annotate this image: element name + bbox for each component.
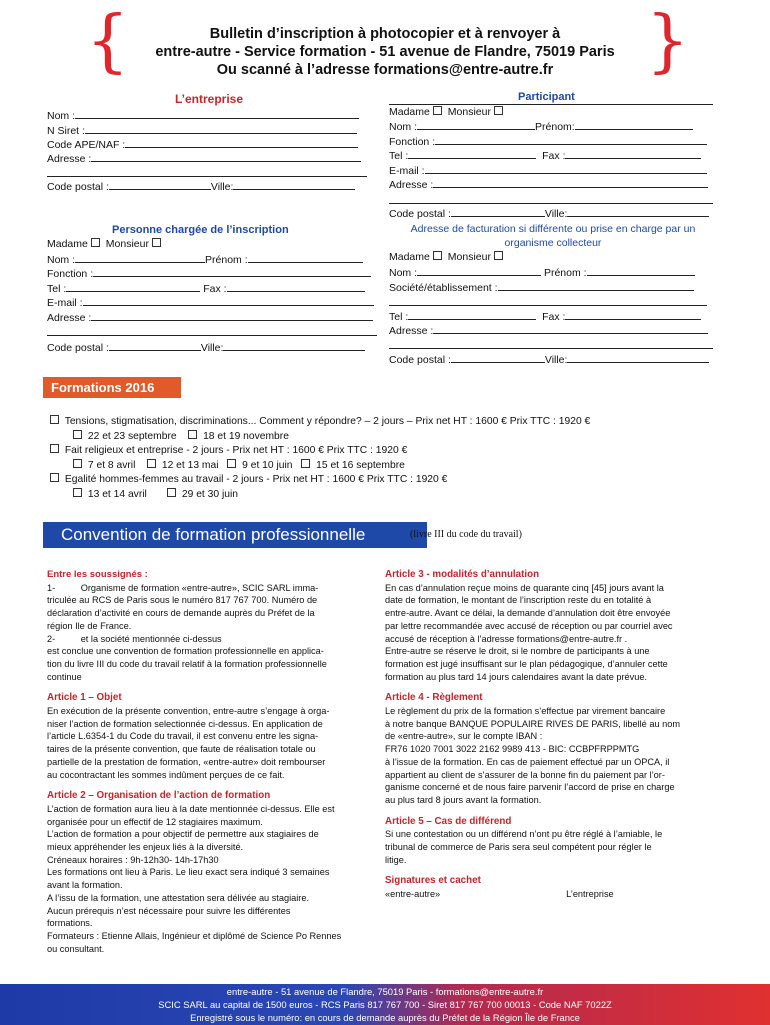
article-2-line5: Créneaux horaires : 9h-12h30- 14h-17h30 bbox=[47, 854, 219, 865]
contract-right-column bbox=[385, 569, 720, 901]
article-4-line1: Le règlement du prix de la formation s’effectue par virement bancaire bbox=[385, 706, 666, 717]
personne-title: Personne chargée de l’inscription bbox=[112, 224, 289, 236]
article-2-line10: formations. bbox=[47, 918, 93, 929]
article-4-title: Article 4 - Règlement bbox=[385, 692, 483, 704]
article-2-line6: Les formations ont lieu à Paris. Le lieu exact sera indiqué 3 semaines bbox=[47, 867, 330, 878]
personne-email-field[interactable] bbox=[83, 296, 374, 306]
participant-fonction-label: Fonction : bbox=[389, 136, 436, 148]
footer bbox=[0, 984, 770, 1025]
personne-tel-label: Tel : bbox=[47, 283, 67, 295]
personne-nom-label: Nom : bbox=[47, 254, 76, 266]
facturation-tel-field[interactable] bbox=[408, 310, 536, 320]
article-1-line4: taires de la présente convention, que faute de réalisation totale ou bbox=[47, 744, 316, 755]
participant-cp-label: Code postal : bbox=[389, 208, 451, 220]
entreprise-adresse-label: Adresse : bbox=[47, 153, 92, 165]
personne-cp-field[interactable] bbox=[109, 341, 201, 351]
article-1-line3: l’article L.6354-1 du Code du travail, il est convenu entre les signa- bbox=[47, 731, 319, 742]
soussignes-line7: tion du livre III du code du travail relatif à la formation professionnelle bbox=[47, 658, 327, 669]
entreprise-ville-field[interactable] bbox=[233, 180, 355, 190]
formation-1-label: Tensions, stigmatisation, discriminations... Comment y répondre? – 2 jours – Prix net HT : 1600 € Prix TTC : 1920 € bbox=[64, 416, 591, 427]
soussignes-line1: 1- Organisme de formation «entre-autre», SCIC SARL imma- bbox=[47, 582, 319, 593]
f3-date2-checkbox[interactable] bbox=[167, 488, 176, 497]
article-3-line5: accusé de réception à l’adresse formations@entre-autre.fr . bbox=[385, 633, 628, 644]
facturation-title bbox=[390, 222, 716, 250]
header-line-3: Ou scanné à l’adresse formations@entre-autre.fr bbox=[216, 62, 554, 78]
article-4-line3: de «entre-autre», sur le compte IBAN : bbox=[385, 731, 543, 742]
article-3-line8: formation au plus tard 14 jours calendaires avant la date prévue. bbox=[385, 671, 648, 682]
signature-entre-autre: «entre-autre» bbox=[385, 889, 441, 900]
article-5-title: Article 5 – Cas de différend bbox=[385, 815, 512, 827]
facturation-fax-field[interactable] bbox=[565, 310, 701, 320]
facturation-title-line2: organisme collecteur bbox=[504, 237, 602, 249]
participant-email-label: E-mail : bbox=[389, 165, 425, 177]
facturation-monsieur-checkbox[interactable] bbox=[494, 251, 503, 260]
entreprise-siret-field[interactable] bbox=[85, 124, 357, 134]
personne-email-label: E-mail : bbox=[47, 297, 83, 309]
participant-ville-field[interactable] bbox=[567, 207, 709, 217]
participant-tel-field[interactable] bbox=[408, 149, 536, 159]
article-2-line9: Aucun prérequis n’est nécessaire pour suivre les différentes bbox=[47, 905, 291, 916]
personne-fonction-field[interactable] bbox=[93, 267, 371, 277]
soussignes-line8: continue bbox=[47, 671, 82, 682]
facturation-adresse-line2[interactable] bbox=[389, 348, 713, 349]
article-5-line3: litige. bbox=[385, 854, 407, 865]
article-1-title: Article 1 – Objet bbox=[47, 692, 122, 704]
formation-2-label: Fait religieux et entreprise - 2 jours - Prix net HT : 1600 € Prix TTC : 1920 € bbox=[64, 445, 408, 456]
entreprise-siret-label: N Siret : bbox=[47, 125, 85, 137]
entreprise-cp-label: Code postal : bbox=[47, 181, 109, 193]
formation-3-label: Egalité hommes-femmes au travail - 2 jours - Prix net HT : 1600 € Prix TTC : 1920 € bbox=[64, 474, 448, 485]
formation-3-checkbox[interactable] bbox=[50, 473, 59, 482]
contract-left-column bbox=[47, 569, 372, 955]
personne-fonction-label: Fonction : bbox=[47, 268, 94, 280]
article-4-line6: appartient au client de s’assurer de la bonne fin du paiement par l’or- bbox=[385, 769, 665, 780]
participant-cp-field[interactable] bbox=[451, 207, 545, 217]
article-3-title: Article 3 - modalités d’annulation bbox=[385, 569, 540, 580]
f1-date2-checkbox[interactable] bbox=[188, 430, 197, 439]
facturation-cp-label: Code postal : bbox=[389, 354, 451, 366]
facturation-title-line1: Adresse de facturation si différente ou prise en charge par un bbox=[410, 223, 696, 235]
entreprise-codeape-label: Code APE/NAF : bbox=[47, 139, 126, 151]
article-2-title: Article 2 – Organisation de l’action de formation bbox=[47, 790, 271, 802]
soussignes-line4: région Ile de France. bbox=[47, 620, 132, 631]
facturation-madame-label: Madame bbox=[389, 251, 430, 263]
personne-madame-checkbox[interactable] bbox=[91, 238, 100, 247]
participant-title: Participant bbox=[518, 91, 575, 103]
facturation-nom-field[interactable] bbox=[417, 266, 541, 276]
article-2-line8: A l’issu de la formation, une attestation sera délivée au stagiaire. bbox=[47, 892, 309, 903]
soussignes-line6: est conclue une convention de formation professionnelle en applica- bbox=[47, 646, 324, 657]
personne-monsieur-checkbox[interactable] bbox=[152, 238, 161, 247]
article-2-line12: ou consultant. bbox=[47, 943, 105, 954]
participant-prenom-label: Prénom: bbox=[535, 121, 575, 133]
facturation-adresse-field[interactable] bbox=[433, 324, 708, 334]
facturation-fax-label: Fax : bbox=[542, 311, 566, 323]
facturation-tel-label: Tel : bbox=[389, 311, 409, 323]
facturation-prenom-field[interactable] bbox=[587, 266, 695, 276]
personne-madame-label: Madame bbox=[47, 238, 88, 250]
personne-ville-field[interactable] bbox=[223, 341, 365, 351]
article-4-line8: au plus tard 8 jours avant la formation. bbox=[385, 794, 542, 805]
facturation-monsieur-label: Monsieur bbox=[447, 251, 491, 263]
participant-fax-field[interactable] bbox=[565, 149, 701, 159]
article-5-line2: tribunal de commerce de Paris sera seul compétent pour régler le bbox=[385, 842, 652, 853]
soussignes-title: Entre les soussignés : bbox=[47, 569, 148, 580]
soussignes-line2: triculée au RCS de Paris sous le numéro 817 767 700. Numéro de bbox=[47, 595, 318, 606]
right-brace: } bbox=[646, 2, 690, 81]
article-3-line6: Entre-autre se réserve le droit, si le nombre de participants à une bbox=[385, 646, 650, 657]
formation-1-checkbox[interactable] bbox=[50, 415, 59, 424]
personne-adresse-field[interactable] bbox=[91, 311, 373, 321]
convention-subtitle: (livre III du code du travail) bbox=[410, 529, 522, 540]
personne-adresse-label: Adresse : bbox=[47, 312, 92, 324]
participant-nom-label: Nom : bbox=[389, 121, 418, 133]
f2-date2-label: 12 et 13 mai bbox=[161, 460, 219, 471]
personne-prenom-label: Prénom : bbox=[205, 254, 248, 266]
entreprise-nom-field[interactable] bbox=[75, 109, 359, 119]
f3-date2-label: 29 et 30 juin bbox=[181, 489, 238, 500]
article-5-line1: Si une contestation ou un différend n’ont pu être réglé à l’amiable, le bbox=[385, 829, 663, 840]
f2-date3-label: 9 et 10 juin bbox=[242, 460, 293, 471]
participant-fax-label: Fax : bbox=[542, 150, 566, 162]
footer-line2: SCIC SARL au capital de 1500 euros - RCS Paris 817 767 700 - Siret 817 767 700 00013 - Code NAF 7022Z bbox=[158, 999, 612, 1010]
facturation-ville-field[interactable] bbox=[567, 353, 709, 363]
f1-date1-label: 22 et 23 septembre bbox=[87, 431, 177, 442]
entreprise-adresse-line2[interactable] bbox=[47, 176, 367, 177]
article-2-line1: L’action de formation aura lieu à la date mentionnée ci-dessus. Elle est bbox=[47, 803, 335, 814]
f1-date2-label: 18 et 19 novembre bbox=[203, 431, 289, 442]
facturation-nom-label: Nom : bbox=[389, 267, 418, 279]
personne-cp-label: Code postal : bbox=[47, 342, 109, 354]
article-1-line5: partielle de la prestation de formation, «entre-autre» doit rembourser bbox=[47, 756, 326, 767]
participant-nom-field[interactable] bbox=[417, 120, 535, 130]
participant-adresse-line2[interactable] bbox=[389, 203, 713, 204]
convention-title: Convention de formation professionnelle bbox=[43, 522, 427, 548]
f2-date1-checkbox[interactable] bbox=[73, 459, 82, 468]
left-brace: { bbox=[86, 2, 130, 81]
article-3-line2: date de formation, le montant de l’inscription reste du en totalité à bbox=[385, 595, 652, 606]
personne-adresse-line2[interactable] bbox=[47, 335, 377, 336]
participant-tel-label: Tel : bbox=[389, 150, 409, 162]
article-2-line2: organisée pour un effectif de 12 stagiaires maximum. bbox=[47, 816, 263, 827]
participant-madame-label: Madame bbox=[389, 106, 430, 118]
article-2-line3: L’action de formation a pour objectif de permettre aux stagiaires de bbox=[47, 829, 319, 840]
article-2-line4: mieux appréhender les enjeux liés à la diversité. bbox=[47, 842, 244, 853]
participant-email-field[interactable] bbox=[425, 164, 707, 174]
facturation-societe-field[interactable] bbox=[498, 281, 694, 291]
facturation-madame-checkbox[interactable] bbox=[433, 251, 442, 260]
personne-fax-field[interactable] bbox=[227, 282, 365, 292]
soussignes-line5: 2- et la société mentionnée ci-dessus bbox=[47, 633, 222, 644]
article-2-line11: Formateurs : Etienne Allais, Ingénieur et diplômé de Science Po Rennes bbox=[47, 930, 342, 941]
f1-date1-checkbox[interactable] bbox=[73, 430, 82, 439]
signatures-title: Signatures et cachet bbox=[385, 875, 481, 887]
facturation-prenom-label: Prénom : bbox=[543, 267, 587, 279]
participant-adresse-label: Adresse : bbox=[389, 179, 434, 191]
entreprise-title: L’entreprise bbox=[175, 92, 244, 106]
entreprise-adresse-field[interactable] bbox=[91, 152, 361, 162]
article-3-line3: entre-autre. Avant ce délai, la demande d’annulation doit être envoyée bbox=[385, 608, 671, 619]
personne-ville-label: Ville: bbox=[200, 342, 224, 354]
f2-date1-label: 7 et 8 avril bbox=[87, 460, 136, 471]
facturation-ville-label: Ville: bbox=[544, 354, 568, 366]
personne-monsieur-label: Monsieur bbox=[105, 238, 149, 250]
article-4-line5: à l’issue de la formation. En cas de paiement effectué par un OPCA, il bbox=[385, 756, 670, 767]
personne-nom-field[interactable] bbox=[75, 253, 205, 263]
participant-monsieur-checkbox[interactable] bbox=[494, 106, 503, 115]
participant-ville-label: Ville: bbox=[544, 208, 568, 220]
footer-line1: entre-autre - 51 avenue de Flandre, 75019 Paris - formations@entre-autre.fr bbox=[226, 986, 544, 997]
article-1-line1: En exécution de la présente convention, entre-autre s’engage à orga- bbox=[47, 706, 330, 717]
f3-date1-label: 13 et 14 avril bbox=[87, 489, 147, 500]
formation-2-checkbox[interactable] bbox=[50, 444, 59, 453]
participant-top-rule bbox=[389, 104, 713, 105]
participant-monsieur-label: Monsieur bbox=[447, 106, 491, 118]
article-2-line7: avant la formation. bbox=[47, 880, 123, 891]
facturation-adresse-label: Adresse : bbox=[389, 325, 434, 337]
footer-line3: Enregistré sous le numéro: en cours de demande auprès du Préfet de la Région Île de France bbox=[190, 1012, 580, 1023]
f2-date4-checkbox[interactable] bbox=[301, 459, 310, 468]
participant-adresse-field[interactable] bbox=[433, 178, 708, 188]
header-line-2: entre-autre - Service formation - 51 avenue de Flandre, 75019 Paris bbox=[155, 44, 615, 60]
personne-prenom-field[interactable] bbox=[248, 253, 363, 263]
article-1-line2: niser l’action de formation selectionnée ci-dessus. En application de bbox=[47, 718, 323, 729]
participant-fonction-field[interactable] bbox=[435, 135, 707, 145]
entreprise-codeape-field[interactable] bbox=[125, 138, 358, 148]
article-3-line4: par lettre recommandée avec accusé de réception ou par courriel avec bbox=[385, 620, 673, 631]
participant-prenom-field[interactable] bbox=[575, 120, 693, 130]
f2-date2-checkbox[interactable] bbox=[147, 459, 156, 468]
entreprise-ville-label: Ville: bbox=[210, 181, 234, 193]
formations-title: Formations 2016 bbox=[43, 377, 181, 398]
signature-entreprise: L’entreprise bbox=[566, 889, 614, 900]
article-4-line7: ganisme concerné et de nous faire parvenir l’accord de prise en charge bbox=[385, 782, 675, 793]
personne-fax-label: Fax : bbox=[203, 283, 227, 295]
facturation-societe-line2[interactable] bbox=[389, 305, 707, 306]
f2-date3-checkbox[interactable] bbox=[227, 459, 236, 468]
facturation-cp-field[interactable] bbox=[451, 353, 545, 363]
article-1-line6: au cocontractant les sommes indûment perçues de ce fait. bbox=[47, 769, 285, 780]
article-3-line1: En cas d’annulation reçue moins de quarante cinq [45] jours avant la bbox=[385, 582, 664, 593]
f2-date4-label: 15 et 16 septembre bbox=[316, 460, 405, 471]
f3-date1-checkbox[interactable] bbox=[73, 488, 82, 497]
article-3-line7: formation est jugé insuffisant sur le plan pédagogique, d’annuler cette bbox=[385, 658, 668, 669]
facturation-societe-label: Société/établissement : bbox=[389, 282, 498, 294]
article-4-line4: FR76 1020 7001 3022 2162 9989 413 - BIC: CCBPFRPPMTG bbox=[385, 744, 640, 755]
personne-tel-field[interactable] bbox=[66, 282, 200, 292]
entreprise-nom-label: Nom : bbox=[47, 110, 76, 122]
entreprise-cp-field[interactable] bbox=[109, 180, 211, 190]
participant-madame-checkbox[interactable] bbox=[433, 106, 442, 115]
soussignes-line3: déclaration d’activité en cours de demande auprès du Préfet de la bbox=[47, 608, 315, 619]
article-4-line2: à notre banque BANQUE POPULAIRE RIVES DE PARIS, libellé au nom bbox=[385, 718, 680, 729]
header-line-1: Bulletin d’inscription à photocopier et à renvoyer à bbox=[209, 26, 561, 42]
